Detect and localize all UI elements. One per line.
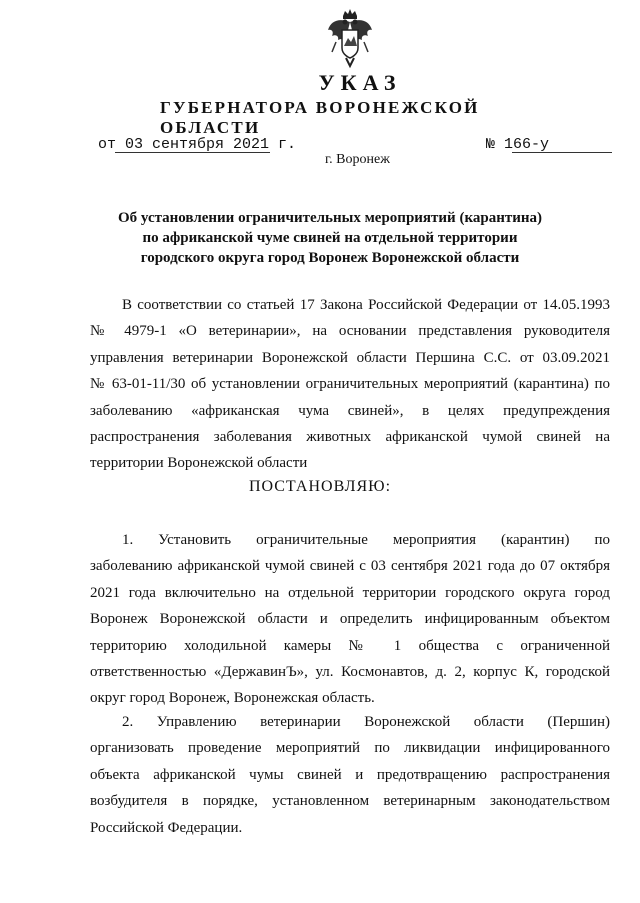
city-label: г. Воронеж bbox=[325, 152, 390, 167]
text-line: № 4979-1 «О ветеринарии», на основании представления руководителя bbox=[90, 323, 610, 340]
text-line: возбудителя в порядке, установленном ветеринарным законодательством bbox=[90, 793, 610, 810]
text-line: территории Воронежской области bbox=[90, 455, 308, 472]
text-line: 2021 года включительно на отдельной территории городского округа город bbox=[90, 584, 610, 601]
preamble-paragraph bbox=[90, 292, 610, 477]
text-line: 1. Установить ограничительные мероприятия (карантин) по bbox=[122, 532, 610, 548]
decree-number: № 166-у bbox=[486, 136, 550, 153]
coat-of-arms-icon bbox=[326, 8, 374, 70]
text-line: 2. Управлению ветеринарии Воронежской области (Першин) bbox=[122, 714, 610, 730]
document-subtitle: ГУБЕРНАТОРА ВОРОНЕЖСКОЙ ОБЛАСТИ bbox=[160, 98, 480, 137]
text-line: управления ветеринарии Воронежской области Першина С.С. от 03.09.2021 bbox=[90, 349, 610, 366]
text-line: заболеванию африканской чумой свиней с 03 сентября 2021 года до 07 октября bbox=[90, 558, 610, 575]
decree-item-1 bbox=[90, 527, 610, 712]
subject-line: Об установлении ограничительных мероприятий (карантина) bbox=[117, 210, 542, 226]
text-line: В соответствии со статьей 17 Закона Российской Федерации от 14.05.1993 bbox=[122, 297, 610, 313]
subject-line: по африканской чуме свиней на отдельной территории bbox=[142, 230, 518, 246]
number-underline bbox=[512, 152, 612, 153]
text-line: ответственностью «ДержавинЪ», ул. Космонавтов, д. 2, корпус К, городской bbox=[90, 664, 610, 681]
text-line: Российской Федерации. bbox=[90, 819, 243, 836]
decree-word: ПОСТАНОВЛЯЮ: bbox=[248, 478, 392, 495]
text-line: Воронеж Воронежской области и определить инфицированным объектом bbox=[90, 611, 610, 628]
text-line: организовать проведение мероприятий по ликвидации инфицированного bbox=[90, 740, 610, 757]
date-underline bbox=[115, 152, 270, 153]
decree-date: от 03 сентября 2021 г. bbox=[98, 136, 297, 153]
subject-line: городского округа город Воронеж Воронежской области bbox=[140, 250, 520, 266]
text-line: объекта африканской чумы свиней и предотвращению распространения bbox=[90, 766, 610, 783]
decree-subject bbox=[100, 208, 560, 268]
text-line: округ город Воронеж, Воронежская область. bbox=[90, 690, 375, 707]
text-line: заболеванию «африканская чума свиней», в целях предупреждения bbox=[90, 402, 610, 419]
text-line: № 63-01-11/30 об установлении ограничительных мероприятий (карантина) по bbox=[90, 376, 610, 393]
text-line: территорию холодильной камеры № 1 общества с ограниченной bbox=[90, 637, 610, 654]
text-line: распространения заболевания животных африканской чумой свиней на bbox=[90, 429, 610, 446]
decree-item-2 bbox=[90, 709, 610, 841]
document-title: УКАЗ bbox=[318, 70, 402, 95]
